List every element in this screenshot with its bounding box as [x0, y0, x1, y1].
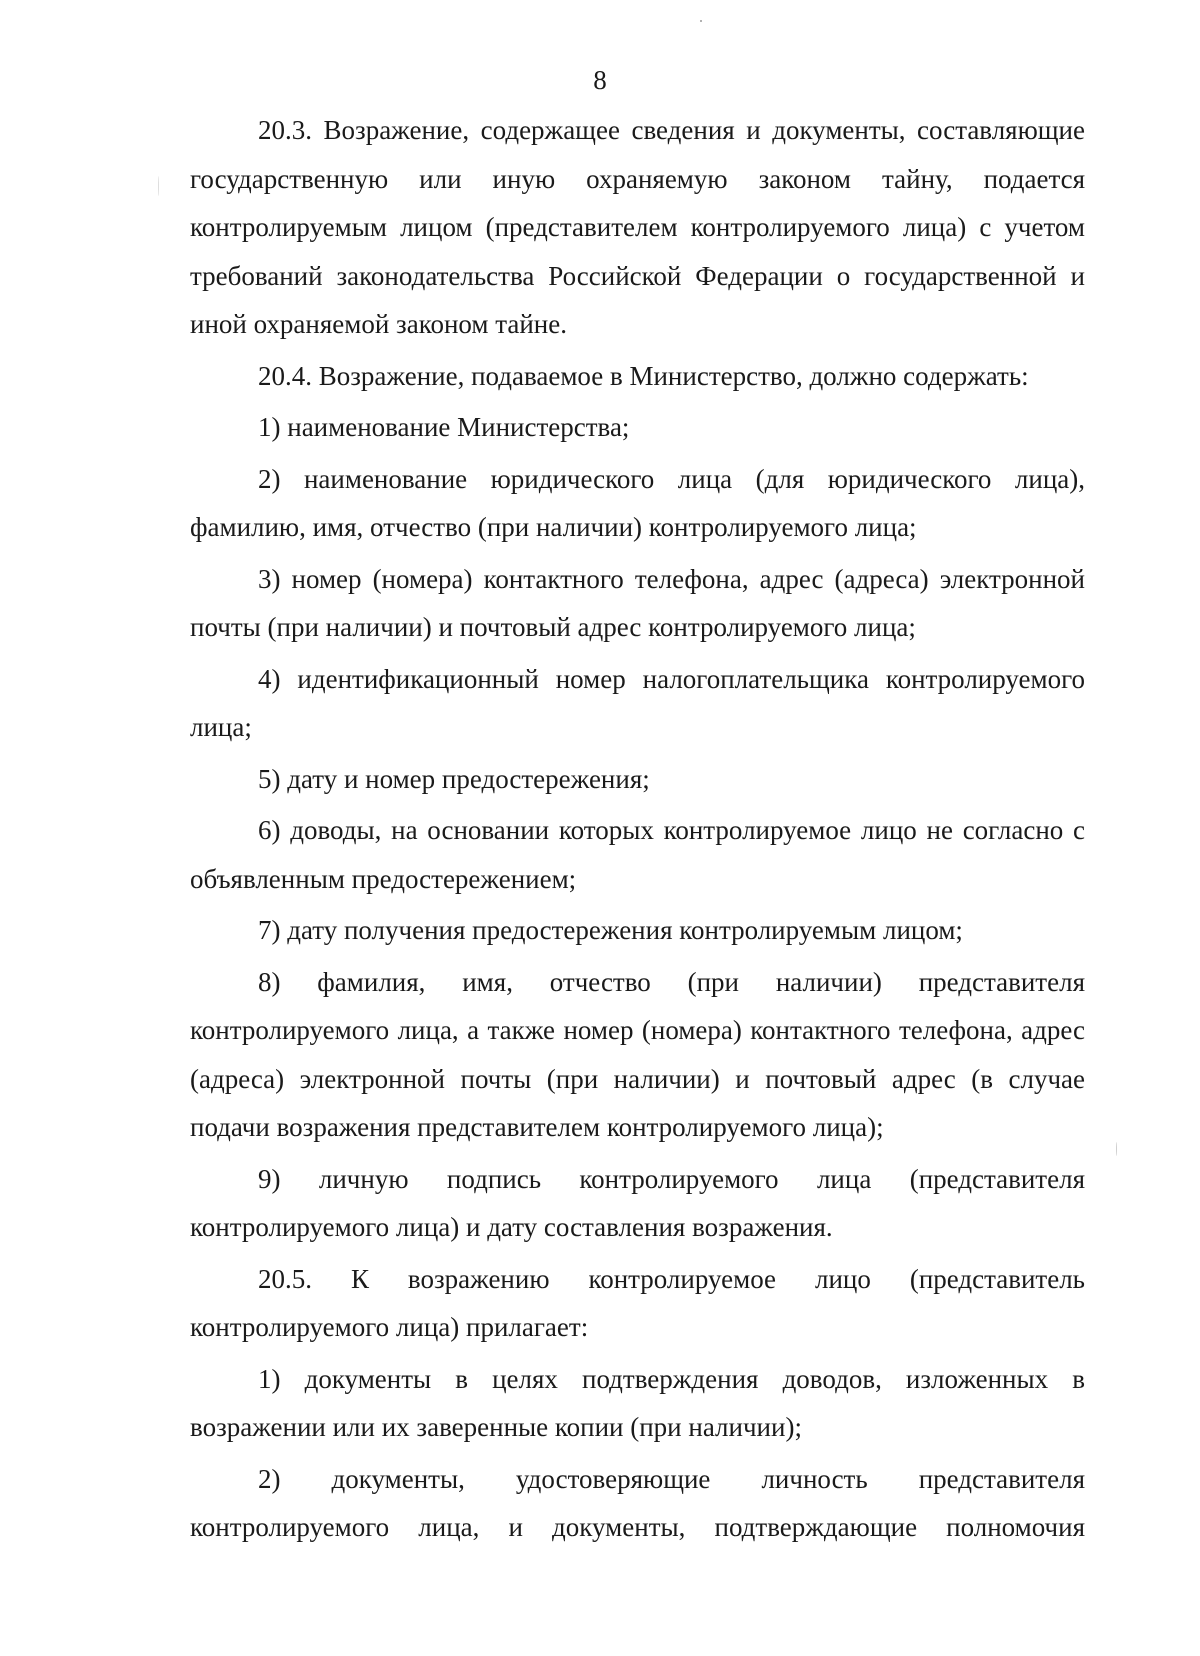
list-item: 1) наименование Министерства;	[258, 412, 630, 442]
scan-speck	[158, 176, 159, 196]
document-body	[190, 106, 1085, 1552]
list-item: 4) идентификационный номер налогоплательщика контролируемого лица;	[190, 663, 1085, 742]
scan-speck	[1116, 1142, 1117, 1156]
list-item: 9) личную подпись контролируемого лица (представителя контролируемого лица) и дату составления возражения.	[190, 1163, 1085, 1242]
list-item: 7) дату получения предостережения контролируемым лицом;	[258, 915, 963, 945]
page-number: 8	[593, 65, 607, 95]
scan-speck	[700, 20, 702, 22]
list-item: 1) документы в целях подтверждения доводов, изложенных в возражении или их заверенные копии (при наличии);	[190, 1363, 1085, 1442]
paragraph-20-5: 20.5. К возражению контролируемое лицо (представитель контролируемого лица) прилагает:	[190, 1263, 1085, 1342]
list-item: 2) наименование юридического лица (для юридического лица), фамилию, имя, отчество (при наличии) контролируемого лица;	[190, 463, 1085, 542]
list-item: 5) дату и номер предостережения;	[258, 763, 650, 794]
paragraph-20-3: 20.3. Возражение, содержащее сведения и документы, составляющие государственную или иную охраняемую законом тайну, подается контролируемым лицом (представителем контролируемого лица) с учетом требований законодательства Российской Федерации о государственной и иной охраняемой законом тайне.	[190, 115, 1085, 339]
list-item: 6) доводы, на основании которых контролируемое лицо не согласно с объявленным предостережением;	[190, 815, 1085, 894]
list-item: 8) фамилия, имя, отчество (при наличии) представителя контролируемого лица, а также номер (номера) контактного телефона, адрес (адреса) электронной почты (при наличии) и почтовый адрес (в случае подачи возражения представителем контролируемого лица);	[190, 966, 1085, 1142]
paragraph-20-4: 20.4. Возражение, подаваемое в Министерство, должно содержать:	[258, 360, 1029, 391]
list-item: 2) документы, удостоверяющие личность представителя контролируемого лица, и документы, подтверждающие полномочия	[190, 1463, 1085, 1542]
list-item: 3) номер (номера) контактного телефона, адрес (адреса) электронной почты (при наличии) и почтовый адрес контролируемого лица;	[190, 563, 1085, 642]
